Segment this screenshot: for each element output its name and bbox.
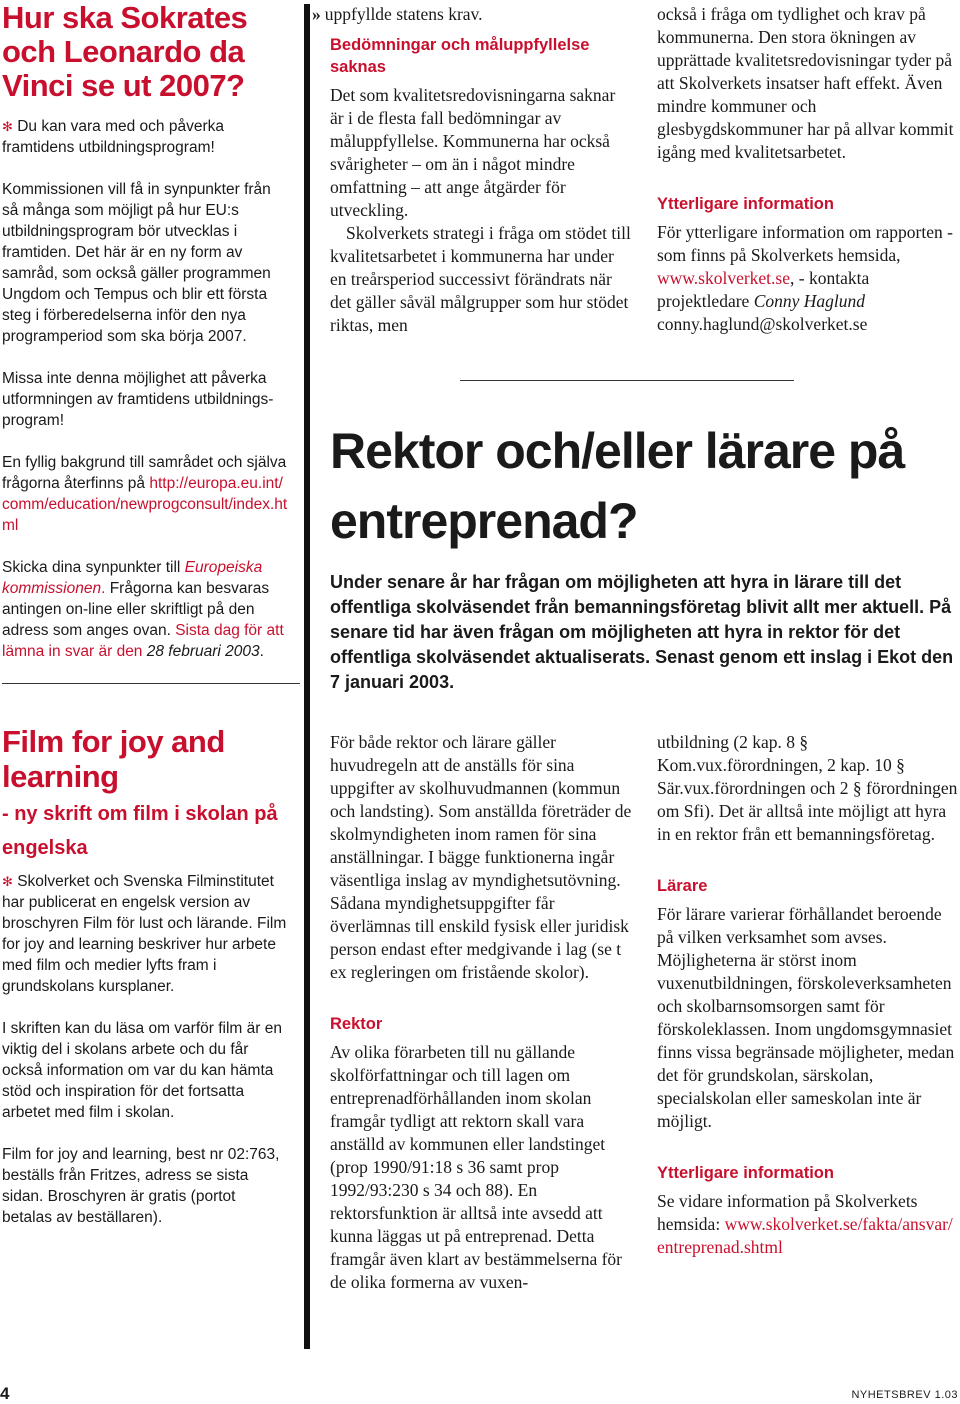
headline-rule: [460, 380, 794, 381]
article-paragraph: Av olika förarbeten till nu gällande skolförfattningar och till lagen om entreprenadförhållanden inom skolan framgår tydligt att rektorn skall vara anställd av kommunen eller landstinget (prop 1990/91:18 s 36 samt prop 1992/93:230 s 34 och 88). En rektorsfunktion är alltså inte avsedd att kunna läggas ut på entreprenad. Detta framgår även klart av bestämmelserna för de olika formerna av vuxen-: [330, 1042, 623, 1292]
consultation-link[interactable]: http://europa.eu.int/comm/education/newprogconsult/index.html: [2, 475, 288, 534]
sidebar-paragraph: Skicka dina synpunkter till Europeiska kommissionen. Frågorna kan besvaras antingen on-line eller skriftligt på den adress som anges ovan. Sista dag för att lämna in svar är den 28 februari 2003.: [2, 559, 284, 660]
section-heading: Ytterligare information: [657, 195, 834, 213]
sidebar-bottom: [2, 724, 288, 1228]
section-heading: Lärare: [657, 877, 708, 895]
asterisk-icon: ✻: [2, 119, 13, 134]
section-heading: Bedömningar och måluppfyllelse saknas: [330, 36, 590, 76]
section-heading: Ytterligare information: [657, 1164, 834, 1182]
film-paragraph: I skriften kan du läsa om varför film är en viktig del i skolans arbete och du får också information om var du kan hämta stöd och inspiration för det fortsatta arbetet med film i skolan.: [2, 1020, 282, 1121]
article-paragraph: Det som kvalitetsredovisningarna saknar är i de flesta fall bedömningar av måluppfyllelse. Kommunerna har också svårigheter – om än i något mindre omfattning – att ange åtgärder för utveckling.: [330, 85, 616, 220]
film-paragraph: Film for joy and learning, best nr 02:763, beställs från Fritzes, adress se sista sidan. Broschyren är gratis (portot betalas av beställaren).: [2, 1146, 280, 1226]
sidebar-paragraph: Missa inte denna möjlighet att påverka utformningen av framtidens utbildnings-program!: [2, 370, 274, 429]
article-paragraph: För lärare varierar förhållandet beroende på vilken verksamhet som avses. Möjligheterna är störst inom vuxenutbildningen, förskoleverksamheten och skolbarnsomsorgen samt för förskoleklassen. Inom ungdomsgymnasiet finns vissa begränsade möjligheter, medan det för grundskolan, särskolan, specialskolan eller sameskolan inte är möjligt.: [657, 904, 955, 1131]
article-paragraph: också i fråga om tydlighet och krav på kommunerna. Den stora ökningen av upprättade kvalitetsredovisningar tyder på att Skolverkets insatser haft effekt. Även mindre kommuner och glesbygdskommuner har på allvar kommit igång med kvalitetsarbetet.: [657, 4, 954, 162]
sidebar-top: [2, 0, 288, 662]
continue-marker-icon: »: [312, 4, 321, 24]
column-separator-bar: [304, 4, 310, 1349]
section-heading: Rektor: [330, 1015, 383, 1033]
article-paragraph: För både rektor och lärare gäller huvudregeln att de anställs för sina uppgifter av skolhuvudmannen (kommun och landsting). Som anställda företräder de skolmyndigheten inom ramen för sina anställningar. I bägge funktionerna ingår väsentliga inslag av myndighetsutövning. Sådana myndighetsuppgifter får överlämnas till enskild fysisk eller juridisk person endast efter medgivande i lag (se t ex regleringen om fristående skolor).: [330, 732, 632, 982]
page-number: 4: [0, 1384, 10, 1403]
continued-article-col2: [657, 3, 959, 336]
entreprenad-link[interactable]: www.skolverket.se/fakta/ansvar/entreprenad.shtml: [657, 1214, 953, 1257]
issue-label: NYHETSBREV 1.03: [851, 1389, 958, 1401]
asterisk-icon: ✻: [2, 874, 13, 889]
sidebar-paragraph: Kommissionen vill få in synpunkter från så många som möjligt på hur EU:s utbildningsprogram bör utvecklas i framtiden. Det här är en ny form av samråd, som också gäller programmen Ungdom och Tempus och blir ett första steg i förberedelserna inför den nya programperiod som ska börja 2007.: [2, 181, 271, 345]
article-paragraph: För ytterligare information om rapporten - som finns på Skolverkets hemsida, www.skolverket.se, - kontakta projektledare Conny Haglund conny.haglund@skolverket.se: [657, 222, 953, 334]
sidebar-intro: ✻ Du kan vara med och påverka framtidens utbildningsprogram!: [2, 118, 224, 156]
article-paragraph: utbildning (2 kap. 8 § Kom.vux.förordningen, 2 kap. 10 § Sär.vux.förordningen och 2 § förordningen om Sfi). Det är alltså inte möjligt att hyra in en rektor från ett bemanningsföretag.: [657, 732, 958, 844]
sidebar-divider: [2, 683, 300, 684]
sidebar-paragraph: En fyllig bakgrund till samrådet och själva frågorna återfinns på http://europa.eu.int/comm/education/newprogconsult/index.html: [2, 454, 288, 534]
film-subtitle: - ny skrift om film i skolan på engelska: [2, 803, 278, 859]
sidebar-title: Hur ska Sokrates och Leonardo da Vinci se ut 2007?: [2, 0, 248, 103]
main-headline: Rektor och/eller lärare på entreprenad?: [330, 423, 905, 549]
film-title: Film for joy and learning: [2, 724, 225, 794]
main-lead: Under senare år har frågan om möjligheten att hyra in lärare till det offentliga skolväsendet från bemanningsföretag blivit allt mer aktuell. På senare tid har även frågan om möjligheten att hyra in rektor för det offentliga skolväsendet aktualiserats. Senast genom ett inslag i Ekot den 7 januari 2003.: [330, 572, 954, 692]
main-article-col1: [330, 731, 632, 1294]
main-article-col2: [657, 731, 959, 1259]
article-paragraph: Se vidare information på Skolverkets hemsida: www.skolverket.se/fakta/ansvar/entreprenad.shtml: [657, 1191, 953, 1257]
skolverket-link[interactable]: www.skolverket.se: [657, 268, 791, 288]
article-paragraph: Skolverkets strategi i fråga om stödet till kvalitetsarbetet i kommunerna har under en treårsperiod successivt förändrats när det gäller såväl målgrupper som hur stödet riktas, men: [330, 223, 631, 335]
continued-article-col1: [312, 3, 632, 337]
continued-lead: » uppfyllde statens krav.: [312, 4, 483, 24]
film-paragraph: ✻ Skolverket och Svenska Filminstitutet har publicerat en engelsk version av broschyren Film för lust och lärande. Film for joy and learning beskriver hur arbete med film och medier lyfts fram i grundskolans kursplaner.: [2, 873, 287, 995]
